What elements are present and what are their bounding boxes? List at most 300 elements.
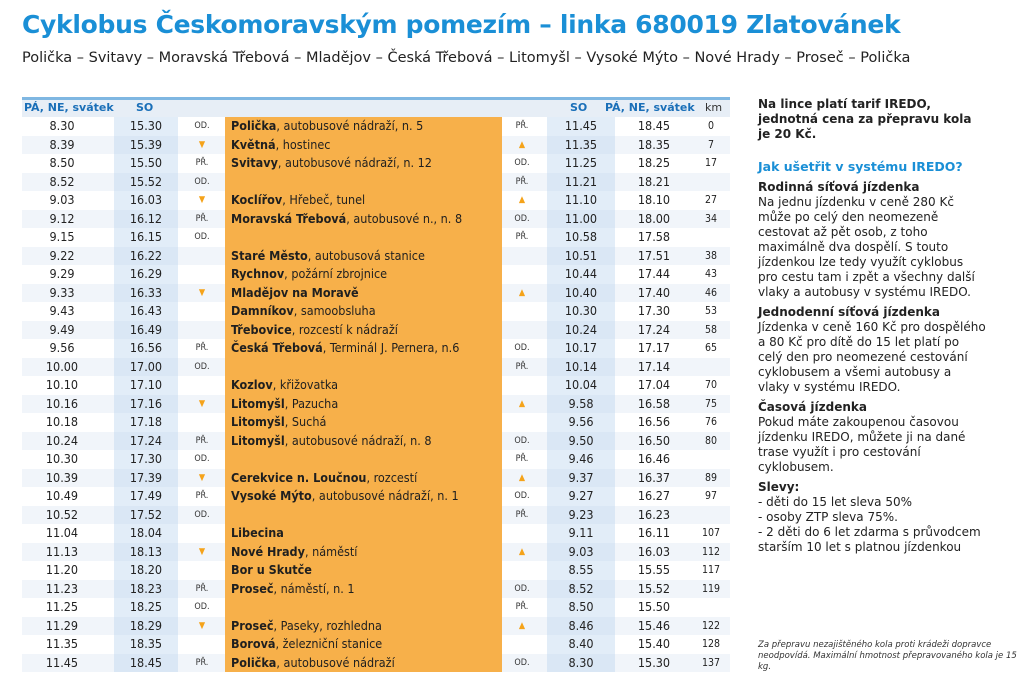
- stop-name: [225, 173, 502, 192]
- table-row: [22, 302, 730, 321]
- time-pa-ne-outbound: 9.33: [49, 284, 75, 300]
- stop-name-bold: Borová: [231, 636, 276, 651]
- time-so-return: 9.37: [547, 469, 615, 488]
- header-so-left: SO: [136, 101, 154, 114]
- stop-name-bold: Litomyšl: [231, 414, 285, 429]
- time-pa-ne-return: 16.27: [637, 488, 671, 503]
- distance-km: [692, 173, 730, 192]
- up-arrow-icon: ▲: [518, 398, 526, 409]
- table-row: [22, 395, 730, 414]
- stop-name-detail: , křižovatka: [272, 377, 339, 392]
- stop-name: [225, 395, 502, 414]
- time-pa-ne-return: 16.37: [637, 469, 671, 485]
- time-so-return: 10.51: [547, 247, 615, 266]
- tarif-note: Na lince platí tarif IREDO, jednotná cena za přepravu kola je 20 Kč.: [758, 97, 972, 141]
- return-flag: PŘ.: [515, 509, 529, 520]
- time-so-return: 8.46: [547, 617, 615, 636]
- stop-name-detail: , Pazucha: [284, 395, 339, 411]
- stop-name: [225, 376, 502, 395]
- time-pa-ne-return: 18.00: [637, 210, 671, 226]
- return-flag: PŘ.: [515, 454, 529, 464]
- departure-flag: PŘ.: [195, 158, 209, 168]
- save-heading: Jak ušetřit v systému IREDO?: [758, 159, 963, 174]
- departure-flag: PŘ.: [195, 343, 209, 353]
- return-flag: [502, 524, 542, 543]
- time-so-return: 10.17: [547, 339, 615, 358]
- time-so-outbound: 15.30: [114, 117, 178, 136]
- stop-name-bold: Staré Město: [231, 247, 308, 263]
- down-arrow-icon: ▼: [198, 472, 206, 483]
- stop-name: [225, 191, 502, 210]
- time-so-return: 11.45: [547, 117, 615, 136]
- table-row: [22, 228, 730, 247]
- page-title: Cyklobus Českomoravským pomezím – linka 680019 Zlatovánek: [22, 10, 901, 39]
- departure-flag: OD.: [194, 509, 210, 520]
- distance-km: 27: [704, 194, 718, 206]
- departure-flag: OD.: [194, 361, 210, 372]
- stop-name: [225, 339, 502, 358]
- time-pa-ne-outbound: 10.24: [45, 432, 79, 448]
- time-so-return: 11.35: [547, 136, 615, 155]
- time-pa-ne-outbound: 11.25: [45, 599, 79, 614]
- departure-flag: [182, 321, 222, 340]
- stop-name-bold: Cerekvice n. Loučnou: [231, 469, 367, 485]
- distance-km: 80: [704, 434, 718, 447]
- time-so-outbound: 17.16: [114, 395, 178, 414]
- table-row: [22, 487, 730, 506]
- time-pa-ne-outbound: 11.23: [45, 580, 79, 596]
- time-so-outbound: 18.35: [114, 635, 178, 654]
- time-pa-ne-outbound: 11.35: [45, 636, 79, 651]
- time-so-outbound: 16.33: [114, 284, 178, 303]
- departure-flag: PŘ.: [195, 213, 209, 224]
- stop-name-detail: , rozcestí k nádraží: [291, 321, 398, 337]
- stop-name-detail: , autobusové nádraží, n. 8: [284, 432, 432, 448]
- time-pa-ne-outbound: 10.18: [45, 414, 79, 429]
- stop-name-detail: , železniční stanice: [275, 636, 383, 651]
- time-pa-ne-return: 16.58: [637, 395, 671, 411]
- up-arrow-icon: ▲: [518, 195, 526, 205]
- stop-name: [225, 302, 502, 321]
- time-pa-ne-outbound: 9.49: [49, 321, 75, 337]
- distance-km: [692, 450, 730, 469]
- table-row: [22, 247, 730, 266]
- time-so-return: 10.40: [547, 284, 615, 303]
- stop-name-bold: Svitavy: [231, 155, 278, 170]
- table-row: [22, 265, 730, 284]
- stop-name-bold: Proseč: [231, 580, 274, 596]
- stop-name: [225, 117, 502, 136]
- table-row: [22, 358, 730, 377]
- up-arrow-icon: ▲: [518, 620, 526, 631]
- header-so-right: SO: [570, 101, 588, 114]
- stop-name-bold: Nové Hrady: [231, 543, 305, 559]
- distance-km: 89: [704, 471, 718, 484]
- time-so-outbound: 18.13: [114, 543, 178, 562]
- stop-name-detail: , autobusové nádraží, n. 12: [277, 155, 432, 170]
- stop-name-bold: Proseč: [231, 617, 274, 633]
- time-so-outbound: 17.39: [114, 469, 178, 488]
- distance-km: 117: [701, 564, 721, 576]
- time-pa-ne-outbound: 9.22: [49, 247, 75, 263]
- down-arrow-icon: ▼: [198, 195, 206, 205]
- discount-item: - 2 děti do 6 let zdarma s průvodcem starším 10 let s platnou jízdenkou: [758, 525, 981, 554]
- distance-km: [692, 228, 730, 247]
- stop-name: [225, 543, 502, 562]
- info-panel: [758, 97, 986, 555]
- return-flag: PŘ.: [515, 602, 529, 612]
- stop-name: [225, 561, 502, 580]
- stop-name-bold: Květná: [231, 136, 276, 152]
- time-pa-ne-return: 17.04: [637, 377, 671, 392]
- distance-km: [692, 506, 730, 525]
- down-arrow-icon: ▼: [198, 546, 206, 557]
- time-pa-ne-outbound: 11.13: [45, 543, 79, 559]
- distance-km: 38: [704, 249, 718, 262]
- time-so-outbound: 18.23: [114, 580, 178, 599]
- stop-name: [225, 210, 502, 229]
- distance-km: 70: [704, 379, 718, 391]
- time-so-return: 8.55: [547, 561, 615, 580]
- stop-name-bold: Polička: [231, 654, 277, 670]
- time-so-return: 10.14: [547, 358, 615, 377]
- table-row: [22, 432, 730, 451]
- down-arrow-icon: ▼: [198, 620, 206, 631]
- time-so-return: 10.04: [547, 376, 615, 395]
- discount-item: - děti do 15 let sleva 50%: [758, 495, 913, 509]
- time-pa-ne-return: 18.25: [637, 155, 671, 170]
- return-flag: PŘ.: [515, 121, 529, 131]
- time-pa-ne-return: 15.55: [637, 562, 671, 577]
- time-pa-ne-return: 17.51: [637, 247, 671, 263]
- up-arrow-icon: ▲: [518, 472, 526, 483]
- footnote: Za přepravu nezajištěného kola proti krádeži dopravce neodpovídá. Maximální hmotnost přepravovaného kola je 15 kg.: [758, 640, 1017, 672]
- time-pa-ne-outbound: 11.45: [45, 654, 79, 670]
- time-pa-ne-return: 18.45: [637, 118, 671, 133]
- table-row: [22, 339, 730, 358]
- time-ticket-title: Časová jízdenka: [758, 400, 867, 414]
- time-so-return: 9.56: [547, 413, 615, 432]
- discounts-title: Slevy:: [758, 480, 800, 494]
- time-so-outbound: 16.15: [114, 228, 178, 247]
- stop-name: [225, 524, 502, 543]
- time-pa-ne-return: 17.24: [637, 321, 671, 337]
- time-pa-ne-return: 17.44: [637, 266, 671, 281]
- return-flag: PŘ.: [515, 176, 529, 187]
- stop-name: [225, 654, 502, 673]
- distance-km: 46: [704, 286, 718, 299]
- departure-flag: PŘ.: [195, 583, 209, 594]
- stop-name-bold: Polička: [231, 118, 277, 133]
- return-flag: [502, 265, 542, 284]
- departure-flag: [182, 524, 222, 543]
- time-so-return: 11.25: [547, 154, 615, 173]
- distance-km: 7: [707, 138, 714, 151]
- stop-name: [225, 635, 502, 654]
- route-line: Polička – Svitavy – Moravská Třebová – Mladějov – Česká Třebová – Litomyšl – Vysoké Mýto – Nové Hrady – Proseč – Polička: [22, 50, 911, 66]
- time-so-outbound: 15.52: [114, 173, 178, 192]
- departure-flag: [182, 302, 222, 321]
- table-row: [22, 561, 730, 580]
- departure-flag: OD.: [194, 232, 210, 242]
- stop-name-detail: , autobusová stanice: [307, 247, 425, 263]
- departure-flag: [182, 635, 222, 654]
- time-pa-ne-return: 17.30: [637, 303, 671, 318]
- stop-name: [225, 598, 502, 617]
- stop-name-bold: Česká Třebová: [231, 340, 323, 355]
- time-pa-ne-outbound: 9.43: [49, 303, 75, 318]
- time-pa-ne-return: 16.23: [637, 506, 671, 522]
- discount-item: - osoby ZTP sleva 75%.: [758, 510, 898, 524]
- time-so-outbound: 16.22: [114, 247, 178, 266]
- time-so-return: 10.44: [547, 265, 615, 284]
- time-pa-ne-return: 15.30: [637, 654, 671, 670]
- distance-km: 76: [704, 416, 718, 428]
- time-pa-ne-return: 18.10: [637, 192, 671, 207]
- stop-name-bold: Třebovice: [231, 321, 292, 337]
- time-so-outbound: 18.45: [114, 654, 178, 673]
- distance-km: 107: [701, 527, 721, 539]
- time-pa-ne-outbound: 8.39: [49, 136, 75, 152]
- departure-flag: OD.: [194, 602, 210, 612]
- table-row: [22, 413, 730, 432]
- stop-name: [225, 228, 502, 247]
- table-row: [22, 191, 730, 210]
- table-row: [22, 210, 730, 229]
- time-so-outbound: 16.12: [114, 210, 178, 229]
- stop-name: [225, 413, 502, 432]
- time-pa-ne-return: 15.46: [637, 617, 671, 633]
- time-so-outbound: 17.30: [114, 450, 178, 469]
- return-flag: OD.: [514, 491, 530, 501]
- time-pa-ne-outbound: 8.30: [49, 118, 75, 133]
- time-so-outbound: 18.29: [114, 617, 178, 636]
- stop-name: [225, 265, 502, 284]
- time-so-return: 9.27: [547, 487, 615, 506]
- time-so-outbound: 16.03: [114, 191, 178, 210]
- return-flag: OD.: [514, 213, 530, 224]
- time-pa-ne-return: 15.50: [637, 599, 671, 614]
- time-pa-ne-outbound: 10.39: [45, 469, 79, 485]
- distance-km: 34: [704, 212, 718, 225]
- stop-name-bold: Koclířov: [231, 192, 283, 207]
- time-so-outbound: 16.56: [114, 339, 178, 358]
- departure-flag: [182, 376, 222, 395]
- table-row: [22, 506, 730, 525]
- stop-name-bold: Kozlov: [231, 377, 273, 392]
- departure-flag: [182, 413, 222, 432]
- time-so-outbound: 16.49: [114, 321, 178, 340]
- departure-flag: OD.: [194, 176, 210, 187]
- time-pa-ne-outbound: 11.29: [45, 617, 79, 633]
- time-pa-ne-return: 16.56: [637, 414, 671, 429]
- time-so-outbound: 17.52: [114, 506, 178, 525]
- time-so-outbound: 15.39: [114, 136, 178, 155]
- return-flag: OD.: [514, 435, 530, 446]
- departure-flag: PŘ.: [195, 657, 209, 668]
- time-so-outbound: 15.50: [114, 154, 178, 173]
- time-pa-ne-outbound: 8.50: [49, 155, 75, 170]
- table-row: [22, 117, 730, 136]
- family-ticket-text: Na jednu jízdenku v ceně 280 Kč může po celý den neomezeně cestovat až pět osob, z toho maximálně dva dospělí. S touto jízdenkou lze tedy využít cyklobus pro cestu tam i zpět a všechny další vlaky a autobusy v systému IREDO.: [758, 195, 975, 299]
- stop-name: [225, 247, 502, 266]
- table-row: [22, 376, 730, 395]
- time-pa-ne-return: 16.46: [637, 451, 671, 466]
- stop-name: [225, 284, 502, 303]
- time-pa-ne-return: 16.50: [637, 432, 671, 448]
- up-arrow-icon: ▲: [518, 139, 526, 150]
- time-so-outbound: 17.18: [114, 413, 178, 432]
- time-so-return: 8.50: [547, 598, 615, 617]
- time-pa-ne-outbound: 10.49: [45, 488, 79, 503]
- time-so-return: 10.58: [547, 228, 615, 247]
- oneday-ticket-title: Jednodenní síťová jízdenka: [758, 305, 940, 319]
- time-so-return: 8.52: [547, 580, 615, 599]
- return-flag: OD.: [514, 158, 530, 168]
- time-pa-ne-outbound: 11.04: [45, 525, 79, 540]
- distance-km: 112: [701, 545, 721, 558]
- time-so-outbound: 18.20: [114, 561, 178, 580]
- stop-name: [225, 506, 502, 525]
- return-flag: [502, 413, 542, 432]
- table-row: [22, 635, 730, 654]
- departure-flag: [182, 265, 222, 284]
- timetable: [22, 97, 730, 672]
- stop-name-bold: Mladějov na Moravě: [231, 284, 359, 300]
- time-so-return: 9.11: [547, 524, 615, 543]
- time-pa-ne-return: 18.35: [637, 136, 671, 152]
- time-pa-ne-outbound: 8.52: [49, 173, 75, 189]
- stop-name-detail: , Suchá: [284, 414, 327, 429]
- table-row: [22, 173, 730, 192]
- stop-name: [225, 487, 502, 506]
- time-pa-ne-return: 16.11: [637, 525, 671, 540]
- distance-km: [692, 358, 730, 377]
- table-row: [22, 617, 730, 636]
- up-arrow-icon: ▲: [518, 546, 526, 557]
- time-pa-ne-return: 18.21: [637, 173, 671, 189]
- family-ticket-title: Rodinná síťová jízdenka: [758, 180, 920, 194]
- table-row: [22, 284, 730, 303]
- time-pa-ne-outbound: 9.12: [49, 210, 75, 226]
- stop-name-detail: , náměstí, n. 1: [273, 580, 355, 596]
- stop-name-detail: , náměstí: [304, 543, 358, 559]
- table-header: [22, 97, 730, 117]
- departure-flag: OD.: [194, 121, 210, 131]
- return-flag: PŘ.: [515, 232, 529, 242]
- table-row: [22, 598, 730, 617]
- time-pa-ne-return: 16.03: [637, 543, 671, 559]
- stop-name-bold: Litomyšl: [231, 395, 285, 411]
- time-so-return: 10.24: [547, 321, 615, 340]
- time-so-return: 9.58: [547, 395, 615, 414]
- stop-name-detail: , Paseky, rozhledna: [273, 617, 382, 633]
- table-row: [22, 654, 730, 673]
- time-so-return: 11.00: [547, 210, 615, 229]
- stop-name-detail: , autobusové nádraží, n. 1: [311, 488, 459, 503]
- timetable-rows: [22, 117, 730, 672]
- time-pa-ne-outbound: 10.30: [45, 451, 79, 466]
- time-so-return: 9.03: [547, 543, 615, 562]
- stop-name-bold: Bor u Skutče: [231, 562, 312, 577]
- stop-name: [225, 154, 502, 173]
- table-row: [22, 154, 730, 173]
- stop-name: [225, 450, 502, 469]
- stop-name: [225, 321, 502, 340]
- distance-km: 137: [701, 656, 721, 669]
- return-flag: [502, 321, 542, 340]
- time-so-outbound: 18.04: [114, 524, 178, 543]
- return-flag: OD.: [514, 657, 530, 668]
- stop-name-detail: , hostinec: [275, 136, 331, 152]
- stop-name-bold: Damníkov: [231, 303, 294, 318]
- return-flag: [502, 376, 542, 395]
- table-row: [22, 136, 730, 155]
- time-pa-ne-return: 15.52: [637, 580, 671, 596]
- time-pa-ne-outbound: 11.20: [45, 562, 79, 577]
- stop-name-detail: , Terminál J. Pernera, n.6: [322, 340, 460, 355]
- distance-km: [692, 598, 730, 617]
- time-so-outbound: 17.49: [114, 487, 178, 506]
- departure-flag: PŘ.: [195, 491, 209, 501]
- stop-name: [225, 617, 502, 636]
- time-so-return: 11.10: [547, 191, 615, 210]
- time-pa-ne-return: 17.58: [637, 229, 671, 244]
- stop-name-detail: , autobusové nádraží: [276, 654, 395, 670]
- time-so-return: 8.30: [547, 654, 615, 673]
- time-so-return: 9.50: [547, 432, 615, 451]
- down-arrow-icon: ▼: [198, 139, 206, 150]
- time-so-outbound: 17.10: [114, 376, 178, 395]
- time-pa-ne-outbound: 10.16: [45, 395, 79, 411]
- return-flag: [502, 561, 542, 580]
- departure-flag: [182, 561, 222, 580]
- distance-km: 97: [704, 490, 718, 502]
- table-row: [22, 543, 730, 562]
- distance-km: 43: [704, 268, 718, 280]
- distance-km: 17: [704, 157, 718, 169]
- return-flag: [502, 247, 542, 266]
- stop-name-detail: , Hřebeč, tunel: [282, 192, 366, 207]
- stop-name-bold: Rychnov: [231, 266, 285, 281]
- time-so-outbound: 18.25: [114, 598, 178, 617]
- stop-name: [225, 469, 502, 488]
- time-so-return: 8.40: [547, 635, 615, 654]
- time-so-return: 10.30: [547, 302, 615, 321]
- distance-km: 53: [704, 305, 718, 317]
- time-pa-ne-outbound: 9.29: [49, 266, 75, 281]
- departure-flag: PŘ.: [195, 435, 209, 446]
- departure-flag: [182, 247, 222, 266]
- table-row: [22, 580, 730, 599]
- return-flag: PŘ.: [515, 361, 529, 372]
- stop-name-bold: Vysoké Mýto: [231, 488, 312, 503]
- distance-km: 128: [701, 638, 721, 650]
- distance-km: 122: [701, 619, 721, 632]
- stop-name-detail: , autobusové n., n. 8: [346, 210, 463, 226]
- table-row: [22, 450, 730, 469]
- stop-name-detail: , požární zbrojnice: [284, 266, 388, 281]
- return-flag: [502, 302, 542, 321]
- time-so-return: 9.46: [547, 450, 615, 469]
- time-pa-ne-outbound: 9.56: [49, 340, 75, 355]
- time-pa-ne-return: 17.14: [637, 358, 671, 374]
- down-arrow-icon: ▼: [198, 287, 206, 298]
- time-pa-ne-return: 15.40: [637, 636, 671, 651]
- time-pa-ne-outbound: 9.03: [49, 192, 75, 207]
- stop-name-bold: Libecina: [231, 525, 284, 540]
- stop-name-detail: , samoobsluha: [293, 303, 376, 318]
